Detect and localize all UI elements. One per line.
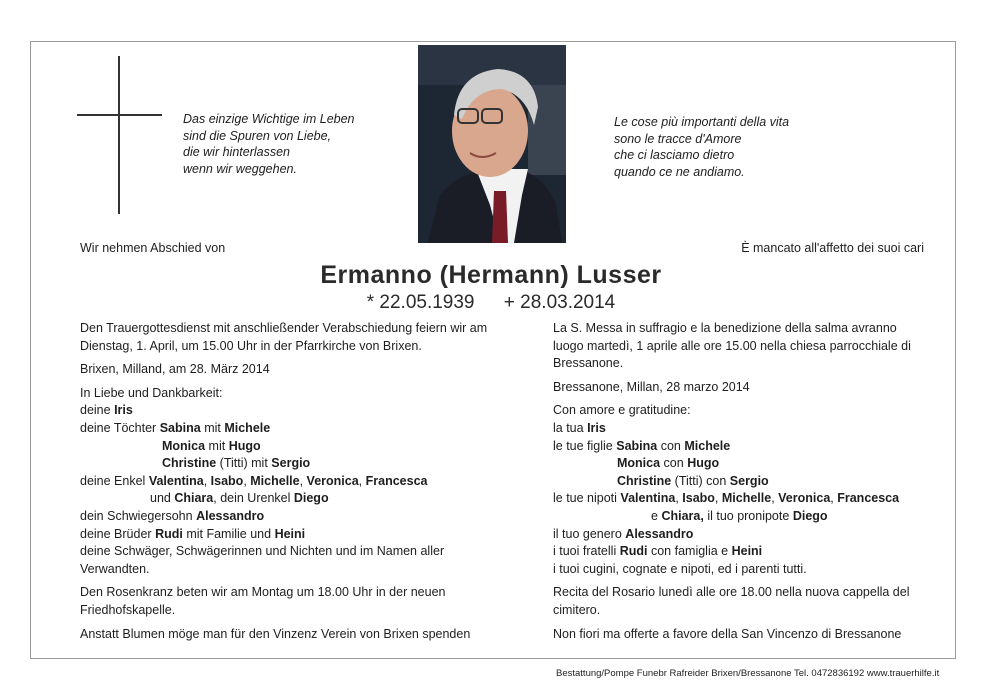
poem-italian: Le cose più importanti della vita sono le tracce d'Amore che ci lasciamo dietro quando ce ne andiamo. bbox=[614, 115, 790, 179]
deceased-name: Ermanno (Hermann) Lusser bbox=[320, 261, 662, 289]
cross-icon bbox=[118, 56, 120, 214]
list-item: und Chiara, dein Urenkel Diego bbox=[150, 491, 329, 506]
german-column: Den Trauergottesdienst mit anschließender Verabschiedung feiern wir am Dienstag, 1. April, um 15.00 Uhr in der Pfarrkirche von Brixen. Brixen, Milland, am 28. März 2014 In Liebe und Dankbarkeit: deine Iris deine Töchter Sabina mit Michele Monica mit Hugo Christine (Titti) mit Sergio deine Enkel Valentina, Isabo, Michelle, Veronica, Francesca und Chiara, dein Urenkel Diego dein Schwiegersohn Alessandro deine Brüder Rudi mit Familie und Heini deine Schwäger, Schwägerinnen und Nichten und im Namen aller Verwandten. Den Rosenkranz beten wir am Montag um 18.00 Uhr in der neuen Friedhofskapelle. Anstatt Blumen möge man für den Vinzenz Verein von Brixen spenden bbox=[80, 321, 488, 641]
death-date: + 28.03.2014 bbox=[503, 292, 616, 313]
poem-german: Das einzige Wichtige im Leben sind die Spuren von Liebe, die wir hinterlassen wenn wir weggehen. bbox=[183, 112, 355, 176]
list-item: dein Schwiegersohn Alessandro bbox=[80, 508, 265, 523]
list-item: le tue figlie Sabina con Michele bbox=[553, 438, 731, 453]
birth-date: * 22.05.1939 bbox=[366, 292, 475, 313]
list-item: le tue nipoti Valentina, Isabo, Michelle, Veronica, Francesca bbox=[553, 491, 900, 506]
farewell-german: Wir nehmen Abschied von bbox=[80, 241, 226, 255]
funeral-home-footer: Bestattung/Pompe Funebr Rafreider Brixen/Bressanone Tel. 0472836192 www.trauerhilfe.it bbox=[556, 668, 940, 679]
list-item: Monica con Hugo bbox=[617, 456, 720, 471]
farewell-italian: È mancato all'affetto dei suoi cari bbox=[741, 241, 924, 255]
list-item: Monica mit Hugo bbox=[162, 438, 261, 453]
list-item: e Chiara, il tuo pronipote Diego bbox=[651, 508, 828, 523]
life-dates bbox=[0, 292, 982, 314]
list-item: il tuo genero Alessandro bbox=[553, 526, 694, 541]
list-item: Christine (Titti) con Sergio bbox=[617, 473, 769, 488]
list-item: i tuoi fratelli Rudi con famiglia e Heini bbox=[553, 544, 763, 559]
list-item: deine Brüder Rudi mit Familie und Heini bbox=[80, 526, 306, 541]
list-item: deine Töchter Sabina mit Michele bbox=[80, 420, 271, 435]
list-item: la tua Iris bbox=[553, 420, 606, 435]
portrait-photo bbox=[418, 45, 566, 243]
list-item: Christine (Titti) mit Sergio bbox=[162, 456, 311, 471]
list-item: deine Iris bbox=[80, 403, 133, 418]
list-item: deine Enkel Valentina, Isabo, Michelle, Veronica, Francesca bbox=[80, 473, 428, 488]
cross-icon-bar bbox=[77, 114, 162, 116]
italian-column: La S. Messa in suffragio e la benedizione della salma avranno luogo martedì, 1 aprile alle ore 15.00 nella chiesa parrocchiale di Bressanone. Bressanone, Millan, 28 marzo 2014 Con amore e gratitudine: la tua Iris le tue figlie Sabina con Michele Monica con Hugo Christine (Titti) con Sergio le tue nipoti Valentina, Isabo, Michelle, Veronica, Francesca e Chiara, il tuo pronipote Diego il tuo genero Alessandro i tuoi fratelli Rudi con famiglia e Heini i tuoi cugini, cognate e nipoti, ed i parenti tutti. Recita del Rosario lunedì alle ore 18.00 nella nuova cappella del cimitero. Non fiori ma offerte a favore della San Vincenzo di Bressanone bbox=[553, 321, 911, 641]
